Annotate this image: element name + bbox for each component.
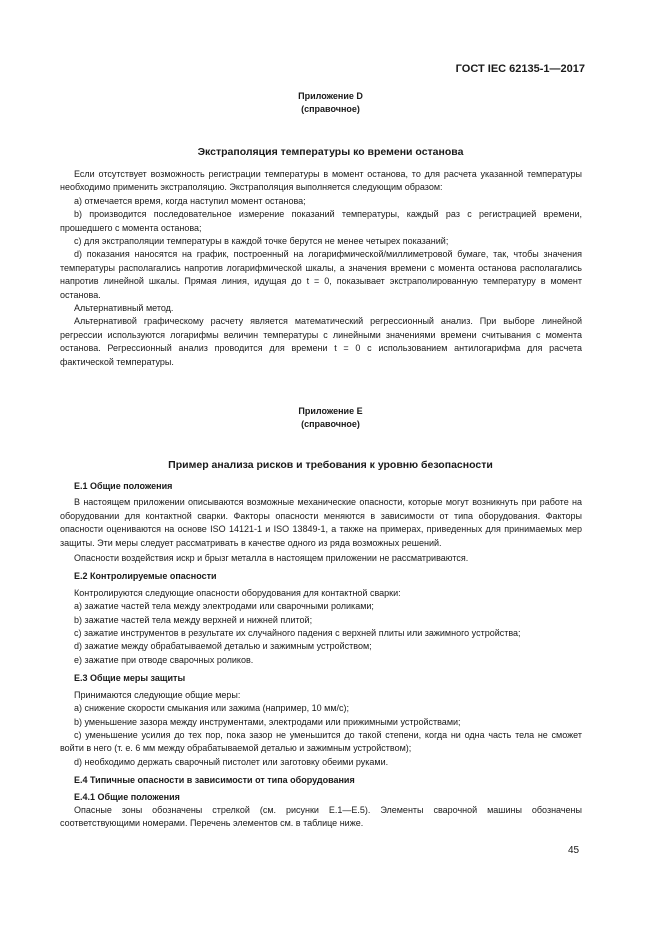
annex-d-heading: Экстраполяция температуры ко времени останова bbox=[197, 146, 464, 158]
annex-d-body bbox=[60, 168, 582, 369]
annex-e-title: Приложение E bbox=[298, 406, 363, 416]
paragraph: Альтернативой графическому расчету является математический регрессионный анализ. При выборе линейной регрессии используются логарифмы величин температуры с линейными значениями времени считывания с момента останова. Регрессионный анализ проводится для времени t = 0 с использованием антилогарифма для расчета фактической температуры. bbox=[60, 316, 582, 367]
section-title: E.2 Контролируемые опасности bbox=[74, 571, 217, 582]
annex-d-type: (справочное) bbox=[301, 104, 360, 114]
list-item: c) уменьшение усилия до тех пор, пока зазор не уменьшится до такой степени, когда ни одна часть тела не сможет войти в него (т. е. 6 мм между обрабатываемой деталью и зажимным устройством); bbox=[60, 729, 582, 754]
annex-e-type: (справочное) bbox=[301, 419, 360, 429]
page-number: 45 bbox=[568, 845, 580, 856]
list-item: d) показания наносятся на график, построенный на логарифмической/миллиметровой бумаге, так, чтобы значения температуры располагались напротив логарифмической шкалы, а значения времени с момента останова располагались напротив линейной шкалы. Прямая линия, идущая до t = 0, показывает экстраполированную температуру в момент останова. bbox=[60, 249, 582, 300]
annex-e-heading: Пример анализа рисков и требования к уровню безопасности bbox=[168, 459, 493, 471]
paragraph: Если отсутствует возможность регистрации температуры в момент останова, то для расчета указанной температуры необходимо применить экстраполяцию. Экстраполяция выполняется следующим образом: bbox=[60, 169, 582, 193]
list-item: c) для экстраполяции температуры в каждой точке берутся не менее четырех показаний; bbox=[74, 236, 449, 247]
paragraph: Альтернативный метод. bbox=[74, 303, 174, 314]
list-item: b) зажатие частей тела между верхней и нижней плитой; bbox=[74, 614, 313, 625]
paragraph: Контролируются следующие опасности оборудования для контактной сварки: bbox=[74, 587, 401, 598]
list-item: a) отмечается время, когда наступил момент останова; bbox=[74, 195, 306, 206]
standard-number: ГОСТ IEC 62135-1—2017 bbox=[455, 63, 585, 75]
list-item: a) снижение скорости смыкания или зажима (например, 10 мм/с); bbox=[74, 703, 350, 714]
paragraph: Опасные зоны обозначены стрелкой (см. рисунки E.1—E.5). Элементы сварочной машины обозначены соответствующими номерами. Перечень элементов см. в таблице ниже. bbox=[60, 804, 582, 829]
subsection-title: E.4.1 Общие положения bbox=[74, 791, 180, 802]
list-item: d) необходимо держать сварочный пистолет или заготовку обеими руками. bbox=[74, 756, 389, 767]
paragraph: В настоящем приложении описываются возможные механические опасности, которые могут возникнуть при работе на оборудовании для контактной сварки. Факторы опасности меняются в зависимости от типа оборудования. Факторы опасности оцениваются на основе ISO 14121-1 и ISO 13849-1, а также на примерах, приведенных для принимаемых мер защиты. Эти меры следует рассматривать в качестве одного из ряда возможных решений. bbox=[60, 497, 582, 548]
section-title: E.3 Общие меры защиты bbox=[74, 673, 186, 684]
section-title: E.1 Общие положения bbox=[74, 481, 173, 491]
list-item: b) производится последовательное измерение показаний температуры, каждый раз с регистрацией времени, прошедшего с момента останова; bbox=[60, 209, 582, 233]
list-item: d) зажатие между обрабатываемой деталью и зажимным устройством; bbox=[74, 641, 372, 652]
section-title: E.4 Типичные опасности в зависимости от типа оборудования bbox=[74, 775, 355, 786]
annex-e-body bbox=[60, 480, 582, 831]
list-item: e) зажатие при отводе сварочных роликов. bbox=[74, 654, 254, 665]
paragraph: Опасности воздействия искр и брызг металла в настоящем приложении не рассматриваются. bbox=[74, 553, 469, 564]
list-item: b) уменьшение зазора между инструментами, электродами или прижимными устройствами; bbox=[74, 716, 461, 727]
annex-d-title: Приложение D bbox=[298, 91, 363, 101]
list-item: c) зажатие инструментов в результате их случайного падения с верхней плиты или зажимного устройства; bbox=[74, 628, 521, 639]
paragraph: Принимаются следующие общие меры: bbox=[74, 689, 241, 700]
list-item: a) зажатие частей тела между электродами или сварочными роликами; bbox=[74, 601, 374, 612]
